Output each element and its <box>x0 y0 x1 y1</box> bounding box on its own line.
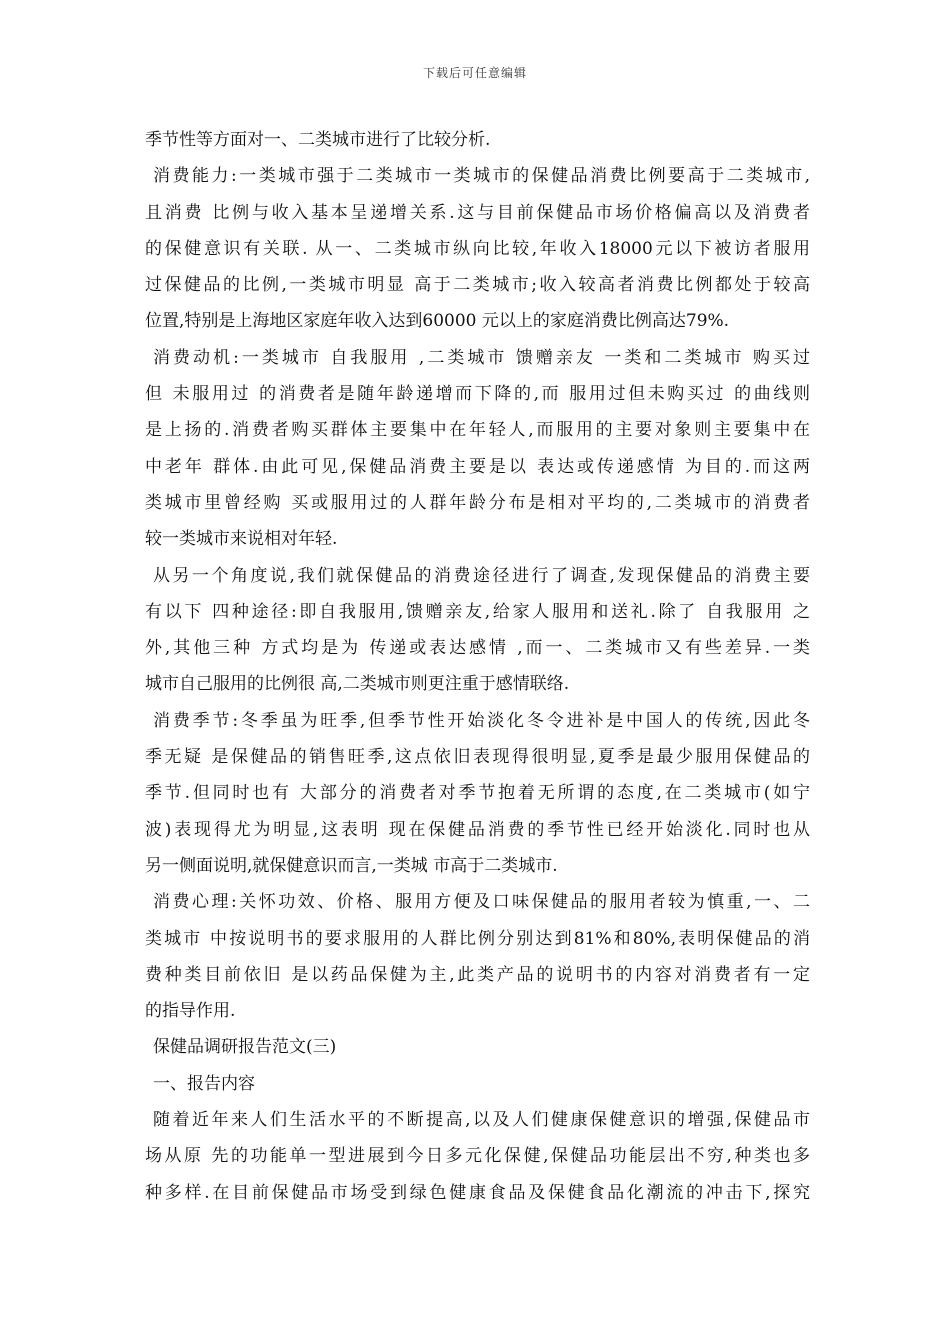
text-line: 是上扬的.消费者购买群体主要集中在年轻人,而服用的主要对象则主要集中在 <box>145 420 810 441</box>
text-line: 保健品调研报告范文(三) <box>153 1037 337 1058</box>
text-line: 场从原 先的功能单一型进展到今日多元化保健,保健品功能层出不穷,种类也多 <box>145 1146 810 1167</box>
text-line: 类城市 中按说明书的要求服用的人群比例分别达到81%和80%,表明保健品的消 <box>145 928 810 949</box>
header-note: 下载后可任意编辑 <box>422 66 527 80</box>
text-line: 季节性等方面对一、二类城市进行了比较分析. <box>145 130 491 150</box>
text-line: 消费心理:关怀功效、价格、服用方便及口味保健品的服用者较为慎重,一、二 <box>153 892 810 913</box>
text-line: 外,其他三种 方式均是为 传递或表达感情 ,而一、二类城市又有些差异.一类 <box>145 638 810 659</box>
text-line: 且消费 比例与收入基本呈递增关系.这与目前保健品市场价格偏高以及消费者 <box>145 202 810 223</box>
text-line: 类城市里曾经购 买或服用过的人群年龄分布是相对平均的,二类城市的消费者 <box>145 492 810 513</box>
text-line: 但 未服用过 的消费者是随年龄递增而下降的,而 服用过但未购买过 的曲线则 <box>145 384 810 405</box>
text-line: 另一侧面说明,就保健意识而言,一类城 市高于二类城市. <box>145 855 558 876</box>
text-line: 的指导作用. <box>145 1001 236 1022</box>
text-line: 的保健意识有关联. 从一、二类城市纵向比较,年收入18000元以下被访者服用 <box>145 238 810 259</box>
text-line: 有以下 四种途径:即自我服用,馈赠亲友,给家人服用和送礼.除了 自我服用 之 <box>145 601 810 622</box>
document-body <box>145 122 810 1211</box>
text-line: 位置,特别是上海地区家庭年收入达到60000 元以上的家庭消费比例高达79%. <box>145 311 730 332</box>
text-line: 随着近年来人们生活水平的不断提高,以及人们健康保健意识的增强,保健品市 <box>153 1110 810 1131</box>
text-line: 波)表现得尤为明显,这表明 现在保健品消费的季节性已经开始淡化.同时也从 <box>145 819 810 840</box>
text-line: 季无疑 是保健品的销售旺季,这点依旧表现得很明显,夏季是最少服用保健品的 <box>145 747 810 768</box>
text-line: 中老年 群体.由此可见,保健品消费主要是以 表达或传递感情 为目的.而这两 <box>145 456 810 477</box>
text-line: 费种类目前依旧 是以药品保健为主,此类产品的说明书的内容对消费者有一定 <box>145 964 810 985</box>
text-line: 消费能力:一类城市强于二类城市一类城市的保健品消费比例要高于二类城市, <box>153 166 810 187</box>
text-line: 种多样.在目前保健品市场受到绿色健康食品及保健食品化潮流的冲击下,探究 <box>145 1182 810 1203</box>
text-line: 城市自己服用的比例很 高,二类城市则更注重于感情联络. <box>145 674 570 695</box>
text-line: 从另一个角度说,我们就保健品的消费途径进行了调查,发现保健品的消费主要 <box>153 565 810 586</box>
text-line: 一、报告内容 <box>153 1073 255 1094</box>
text-line: 较一类城市来说相对年轻. <box>145 529 338 550</box>
text-line: 消费动机:一类城市 自我服用 ,二类城市 馈赠亲友 一类和二类城市 购买过 <box>153 347 810 368</box>
text-line: 过保健品的比例,一类城市明显 高于二类城市;收入较高者消费比例都处于较高 <box>145 275 810 296</box>
text-line: 消费季节:冬季虽为旺季,但季节性开始淡化冬令进补是中国人的传统,因此冬 <box>153 710 810 731</box>
text-line: 季节.但同时也有 大部分的消费者对季节抱着无所谓的态度,在二类城市(如宁 <box>145 783 810 804</box>
